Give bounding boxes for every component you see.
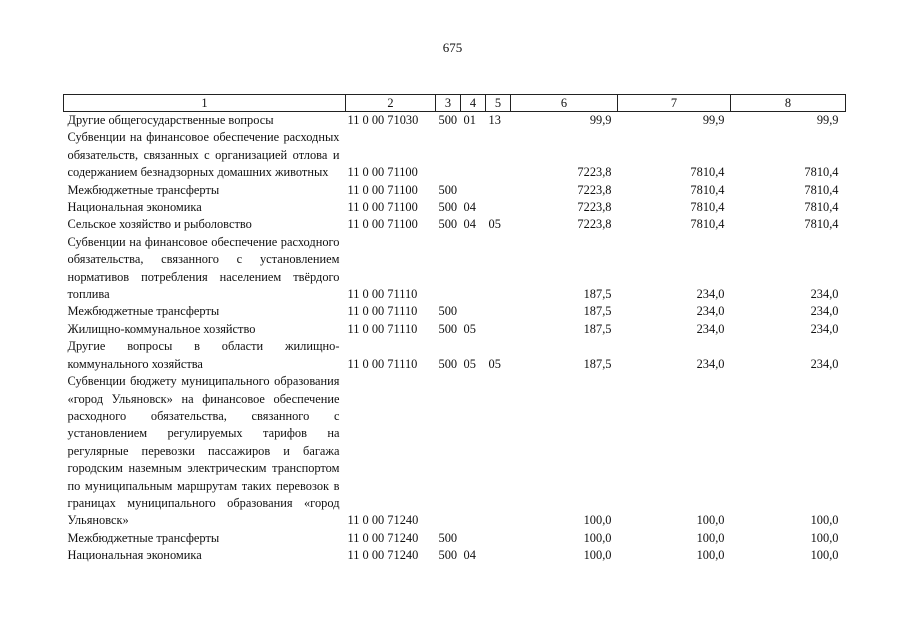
row-year1-cell: 7223,8 xyxy=(577,200,612,215)
header-cell-3: 3 xyxy=(436,95,461,112)
row-year1-cell: 100,0 xyxy=(583,530,612,545)
row-code-cell: 11 0 00 71100 xyxy=(347,217,418,232)
row-name-cell: Национальная экономика xyxy=(67,200,202,215)
header-cell-1: 1 xyxy=(64,95,346,112)
row-year2-cell: 7810,4 xyxy=(690,182,725,197)
row-rz-cell xyxy=(461,129,486,181)
row-year1-cell: 187,5 xyxy=(583,304,612,319)
row-rz-cell: 04 xyxy=(463,548,476,563)
row-year2-cell: 234,0 xyxy=(696,304,725,319)
row-year2-cell: 7810,4 xyxy=(690,200,725,215)
row-pr-cell xyxy=(486,530,511,547)
row-code-cell: 11 0 00 71100 xyxy=(347,200,418,215)
row-code-cell: 11 0 00 71110 xyxy=(347,321,418,336)
row-year2-cell: 7810,4 xyxy=(690,165,725,180)
budget-table xyxy=(63,94,846,565)
row-pr-cell xyxy=(486,182,511,199)
row-pr-cell xyxy=(486,234,511,304)
row-code-cell: 11 0 00 71100 xyxy=(347,182,418,197)
header-cell-4: 4 xyxy=(461,95,486,112)
table-row xyxy=(64,112,846,130)
row-pr-cell xyxy=(486,547,511,564)
row-year3-cell: 7810,4 xyxy=(804,165,839,180)
row-name-cell: Сельское хозяйство и рыболовство xyxy=(67,217,252,232)
row-name-cell: Межбюджетные трансферты xyxy=(67,304,220,319)
row-year3-cell: 7810,4 xyxy=(804,182,839,197)
row-vr-cell: 500 xyxy=(438,200,458,215)
row-vr-cell: 500 xyxy=(438,113,458,127)
row-name-cell: Межбюджетные трансферты xyxy=(67,182,220,197)
row-year1-cell: 187,5 xyxy=(583,287,612,302)
row-name-cell: Межбюджетные трансферты xyxy=(67,530,220,545)
row-name-cell: Другие общегосударственные вопросы xyxy=(67,113,274,127)
row-year2-cell: 234,0 xyxy=(696,356,725,371)
row-pr-cell xyxy=(486,373,511,530)
row-year3-cell: 234,0 xyxy=(810,304,839,319)
row-pr-cell: 05 xyxy=(488,217,501,232)
row-year1-cell: 187,5 xyxy=(583,356,612,371)
header-cell-5: 5 xyxy=(486,95,511,112)
row-name-cell: Субвенции на финансовое обеспечение расходных обязательств, связанных с организацией отлова и содержанием безнадзорных домашних животных xyxy=(67,130,340,180)
table-row xyxy=(64,234,846,304)
row-rz-cell: 04 xyxy=(463,200,476,215)
row-vr-cell: 500 xyxy=(438,217,458,232)
row-vr-cell: 500 xyxy=(438,530,458,545)
row-name-cell: Субвенции на финансовое обеспечение расходного обязательства, связанного с установлением нормативов потребления населением твёрдого топлива xyxy=(67,234,340,302)
row-code-cell: 11 0 00 71030 xyxy=(347,113,419,127)
row-year1-cell: 7223,8 xyxy=(577,165,612,180)
row-code-cell: 11 0 00 71100 xyxy=(347,165,418,180)
row-rz-cell: 01 xyxy=(463,113,476,127)
row-year2-cell: 99,9 xyxy=(702,113,725,127)
row-vr-cell xyxy=(436,373,461,530)
header-cell-2: 2 xyxy=(346,95,436,112)
page-number: 675 xyxy=(442,40,463,55)
row-code-cell: 11 0 00 71110 xyxy=(347,304,418,319)
row-name-cell: Субвенции бюджету муниципального образования «город Ульяновск» на финансовое обеспечение расходного обязательства, связанного с установлением регулируемых тарифов на регулярные перевозки пассажиров и багажа городским наземным электрическим транспортом по муниципальным маршрутам таких перевозок в границах муниципального образования «город Ульяновск» xyxy=(67,374,340,528)
row-pr-cell xyxy=(486,199,511,216)
row-year3-cell: 100,0 xyxy=(810,530,839,545)
row-year2-cell: 100,0 xyxy=(696,530,725,545)
row-year3-cell: 234,0 xyxy=(810,321,839,336)
row-year2-cell: 7810,4 xyxy=(690,217,725,232)
row-code-cell: 11 0 00 71240 xyxy=(347,530,419,545)
row-year1-cell: 100,0 xyxy=(583,513,612,528)
row-pr-cell xyxy=(486,303,511,320)
table-header xyxy=(64,95,846,112)
row-year1-cell: 100,0 xyxy=(583,548,612,563)
row-year2-cell: 100,0 xyxy=(696,513,725,528)
row-year1-cell: 99,9 xyxy=(589,113,612,127)
row-rz-cell xyxy=(461,530,486,547)
row-year1-cell: 7223,8 xyxy=(577,217,612,232)
row-pr-cell: 13 xyxy=(488,113,501,127)
row-code-cell: 11 0 00 71240 xyxy=(347,513,419,528)
row-vr-cell: 500 xyxy=(438,182,458,197)
row-rz-cell: 04 xyxy=(463,217,476,232)
table-row xyxy=(64,373,846,530)
row-year3-cell: 234,0 xyxy=(810,287,839,302)
row-year2-cell: 100,0 xyxy=(696,548,725,563)
table-row xyxy=(64,182,846,199)
row-vr-cell: 500 xyxy=(438,304,458,319)
row-year2-cell: 234,0 xyxy=(696,321,725,336)
table-row xyxy=(64,547,846,564)
row-code-cell: 11 0 00 71110 xyxy=(347,356,418,371)
row-code-cell: 11 0 00 71110 xyxy=(347,287,418,302)
table-body xyxy=(64,112,846,565)
row-rz-cell: 05 xyxy=(463,356,476,371)
row-rz-cell xyxy=(461,182,486,199)
table-row xyxy=(64,129,846,181)
row-name-cell: Другие вопросы в области жилищно-коммунального хозяйства xyxy=(67,339,340,371)
row-year3-cell: 7810,4 xyxy=(804,217,839,232)
table-row xyxy=(64,338,846,373)
row-rz-cell xyxy=(461,373,486,530)
row-vr-cell xyxy=(436,234,461,304)
row-year1-cell: 187,5 xyxy=(583,321,612,336)
table-row xyxy=(64,321,846,338)
row-year3-cell: 99,9 xyxy=(816,113,839,127)
row-name-cell: Национальная экономика xyxy=(67,548,202,563)
row-rz-cell: 05 xyxy=(463,321,476,336)
header-cell-7: 7 xyxy=(618,95,731,112)
row-pr-cell: 05 xyxy=(488,356,501,371)
table-row xyxy=(64,530,846,547)
header-row xyxy=(64,95,846,112)
table-row xyxy=(64,216,846,233)
row-year3-cell: 100,0 xyxy=(810,513,839,528)
row-vr-cell: 500 xyxy=(438,321,458,336)
row-pr-cell xyxy=(486,321,511,338)
row-rz-cell xyxy=(461,303,486,320)
row-year3-cell: 100,0 xyxy=(810,548,839,563)
row-year2-cell: 234,0 xyxy=(696,287,725,302)
row-year3-cell: 234,0 xyxy=(810,356,839,371)
row-pr-cell xyxy=(486,129,511,181)
row-rz-cell xyxy=(461,234,486,304)
header-cell-8: 8 xyxy=(731,95,846,112)
row-year1-cell: 7223,8 xyxy=(577,182,612,197)
row-vr-cell: 500 xyxy=(438,548,458,563)
row-name-cell: Жилищно-коммунальное хозяйство xyxy=(67,321,256,336)
table-row xyxy=(64,303,846,320)
table-row xyxy=(64,199,846,216)
row-vr-cell: 500 xyxy=(438,356,458,371)
row-code-cell: 11 0 00 71240 xyxy=(347,548,419,563)
row-year3-cell: 7810,4 xyxy=(804,200,839,215)
header-cell-6: 6 xyxy=(511,95,618,112)
row-vr-cell xyxy=(436,129,461,181)
